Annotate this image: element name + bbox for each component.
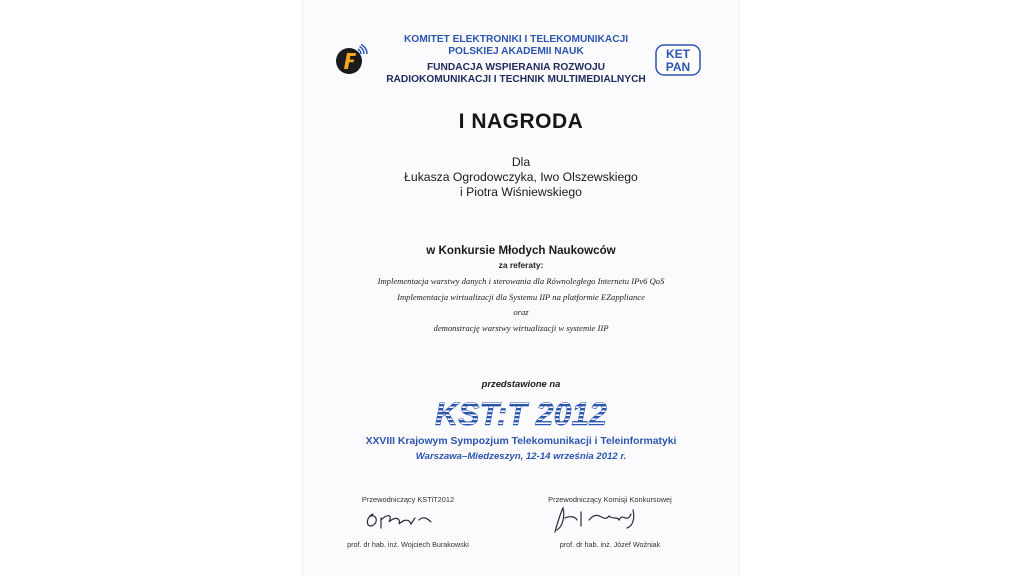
ket-pan-logo-top-text: KET bbox=[666, 47, 690, 61]
org-name-line2: POLSKIEJ AKADEMII NAUK bbox=[448, 46, 584, 57]
presented-label: przedstawione na bbox=[481, 378, 561, 389]
kstit-logo-icon bbox=[423, 396, 619, 430]
ket-pan-logo-bottom-text: PAN bbox=[665, 60, 691, 74]
ket-pan-logo-icon bbox=[655, 44, 701, 76]
org-name-line1: KOMITET ELEKTRONIKI I TELEKOMUNIKACJI bbox=[403, 34, 629, 45]
award-title: I NAGRODA bbox=[458, 110, 584, 133]
recipients-line2: i Piotra Wiśniewskiego bbox=[460, 185, 582, 199]
right-signer-name: prof. dr hab. inż. Józef Woźniak bbox=[559, 540, 661, 549]
for-label: Dla bbox=[511, 155, 531, 169]
foundation-name-line2: RADIOKOMUNIKACJI I TECHNIK MULTIMEDIALNYCH bbox=[386, 74, 646, 85]
symposium-venue: Warszawa–Miedzeszyn, 12-14 września 2012 r. bbox=[415, 451, 627, 462]
left-signer-role: Przewodniczący KSTiT2012 bbox=[361, 495, 455, 504]
paper-title-2: Implementacja wirtualizacji dla Systemu IIP na platformie EZappliance bbox=[397, 292, 645, 302]
paper-title-1: Implementacja warstwy danych i sterowania dla Równoległego Internetu IPv6 QoS bbox=[377, 276, 665, 286]
right-signature-icon bbox=[541, 502, 651, 534]
recipients-line1: Łukasza Ogrodowczyka, Iwo Olszewskiego bbox=[404, 170, 638, 184]
left-signature-icon bbox=[353, 504, 463, 536]
right-signer-role: Przewodniczący Komisji Konkursowej bbox=[548, 495, 672, 504]
certificate-page bbox=[303, 0, 739, 576]
foundation-logo-icon bbox=[334, 44, 368, 76]
kstit-logo-text: KST:T 2012 bbox=[435, 396, 607, 430]
contest-name: w Konkursie Młodych Naukowców bbox=[426, 244, 616, 257]
recipients-block bbox=[303, 155, 739, 200]
left-signer-name: prof. dr hab. inż. Wojciech Burakowski bbox=[347, 540, 469, 549]
conjunction-text: oraz bbox=[513, 307, 529, 317]
symposium-name: XXVIII Krajowym Sympozjum Telekomunikacji i Teleinformatyki bbox=[365, 436, 677, 447]
paper-title-3: demonstrację warstwy wirtualizacji w systemie IIP bbox=[433, 323, 609, 333]
foundation-name-line1: FUNDACJA WSPIERANIA ROZWOJU bbox=[426, 62, 606, 73]
papers-label: za referaty: bbox=[498, 260, 544, 270]
